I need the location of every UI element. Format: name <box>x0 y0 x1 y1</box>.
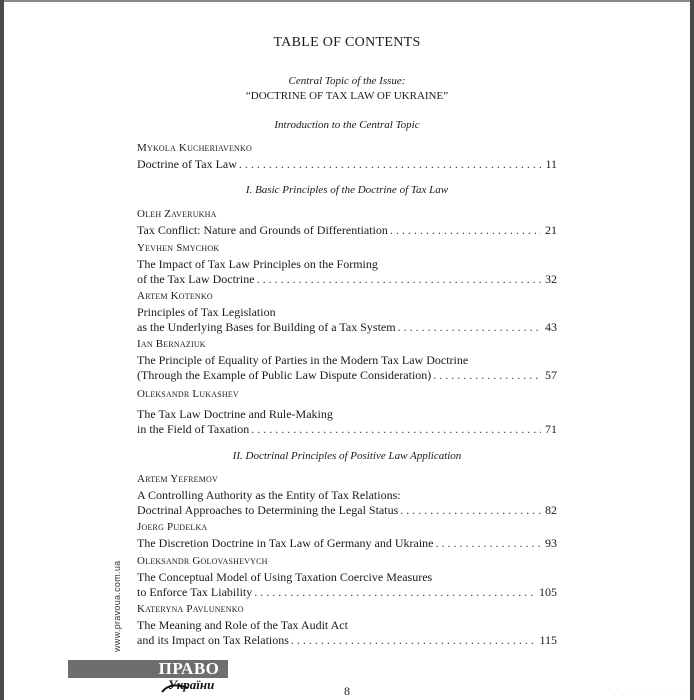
dot-leader <box>291 633 536 648</box>
entry-author: Ian Bernaziuk <box>137 338 206 350</box>
entry-title: as the Underlying Bases for Building of a Tax System <box>137 320 396 334</box>
entry-title-line <box>137 157 557 172</box>
toc-entry[interactable] <box>137 290 557 335</box>
entry-title: Doctrinal Approaches to Determining the Legal Status <box>137 503 399 517</box>
entry-title-line <box>137 320 557 335</box>
toc-entry[interactable] <box>137 142 557 172</box>
section-heading: II. Doctrinal Principles of Positive Law Application <box>232 450 462 462</box>
toc-entry[interactable] <box>137 555 557 600</box>
entry-title: (Through the Example of Public Law Dispute Consideration) <box>137 368 432 382</box>
entry-title: A Controlling Authority as the Entity of Tax Relations: <box>137 488 401 502</box>
entry-title: The Impact of Tax Law Principles on the Forming <box>137 257 378 271</box>
section-heading: I. Basic Principles of the Doctrine of Tax Law <box>245 184 449 196</box>
toc-entry[interactable] <box>137 521 557 551</box>
entry-title-line <box>137 272 557 287</box>
toc-entry[interactable] <box>137 473 557 518</box>
dot-leader <box>257 272 541 287</box>
entry-title: of the Tax Law Doctrine <box>137 272 255 286</box>
dot-leader <box>400 503 541 518</box>
frame-right <box>690 0 694 700</box>
entry-page: 43 <box>545 320 557 334</box>
entry-page: 105 <box>539 585 557 599</box>
entry-page: 115 <box>539 633 557 647</box>
entry-page: 82 <box>545 503 557 517</box>
entry-page: 32 <box>545 272 557 286</box>
entry-page: 11 <box>545 157 557 171</box>
entry-title: The Discretion Doctrine in Tax Law of Germany and Ukraine <box>137 536 434 550</box>
dot-leader <box>433 368 541 383</box>
entry-title: The Conceptual Model of Using Taxation Coercive Measures <box>137 570 433 584</box>
page-title: TABLE OF CONTENTS <box>273 35 421 50</box>
entry-title-line <box>137 633 557 648</box>
toc-entry[interactable] <box>137 208 557 238</box>
dot-leader <box>436 536 541 551</box>
bottom-dots: · · · · · · · · · · <box>614 693 686 699</box>
toc-entry[interactable] <box>137 388 557 437</box>
entry-title: The Principle of Equality of Parties in the Modern Tax Law Doctrine <box>137 353 469 367</box>
dot-leader <box>251 422 541 437</box>
logo-sub-text: України <box>168 677 215 692</box>
entry-title: in the Field of Taxation <box>137 422 250 436</box>
section-heading: Introduction to the Central Topic <box>274 119 420 131</box>
central-topic-label: Central Topic of the Issue: <box>288 75 406 87</box>
sidebar-url[interactable]: www.pravoua.com.ua <box>112 560 122 652</box>
entry-author: Yevhen Smychok <box>137 242 220 254</box>
toc-entry[interactable] <box>137 603 557 648</box>
dot-leader <box>239 157 542 172</box>
entry-title: Tax Conflict: Nature and Grounds of Differentiation <box>137 223 388 237</box>
entry-page: 71 <box>545 422 557 436</box>
entry-page: 21 <box>545 223 557 237</box>
dot-leader <box>398 320 541 335</box>
entry-author: Joerg Pudelka <box>137 521 208 533</box>
entry-title: and its Impact on Tax Relations <box>137 633 289 647</box>
entry-title-line <box>137 223 557 238</box>
entry-title-line <box>137 536 557 551</box>
central-topic <box>0 74 694 104</box>
entry-title-line <box>137 585 557 600</box>
entry-title-line <box>137 503 557 518</box>
entry-page: 93 <box>545 536 557 550</box>
entry-author: Oleh Zaverukha <box>137 208 217 220</box>
logo-main-text: ПРАВО <box>158 659 220 678</box>
frame-left <box>0 0 4 700</box>
entry-title: Principles of Tax Legislation <box>137 305 276 319</box>
entry-author: Artem Kotenko <box>137 290 213 302</box>
entry-title-line <box>137 368 557 383</box>
entry-page: 57 <box>545 368 557 382</box>
dot-leader <box>254 585 535 600</box>
frame-top <box>0 0 694 2</box>
entry-author: Kateryna Pavlunenko <box>137 603 244 615</box>
entry-title: Doctrine of Tax Law <box>137 157 237 171</box>
dot-leader <box>390 223 541 238</box>
entry-title: The Meaning and Role of the Tax Audit Act <box>137 618 348 632</box>
entry-title-line <box>137 422 557 437</box>
entry-author: Artem Yefremov <box>137 473 218 485</box>
toc-entry[interactable] <box>137 338 557 383</box>
page-number: 8 <box>344 684 350 698</box>
entry-title: to Enforce Tax Liability <box>137 585 253 599</box>
toc-entry[interactable] <box>137 242 557 287</box>
entry-author: Oleksandr Golovashevych <box>137 555 268 567</box>
entry-author: Oleksandr Lukashev <box>137 388 239 400</box>
entry-author: Mykola Kucheriavenko <box>137 142 252 154</box>
central-topic-name: “DOCTRINE OF TAX LAW OF UKRAINE” <box>245 90 449 102</box>
entry-title: The Tax Law Doctrine and Rule-Making <box>137 407 333 421</box>
